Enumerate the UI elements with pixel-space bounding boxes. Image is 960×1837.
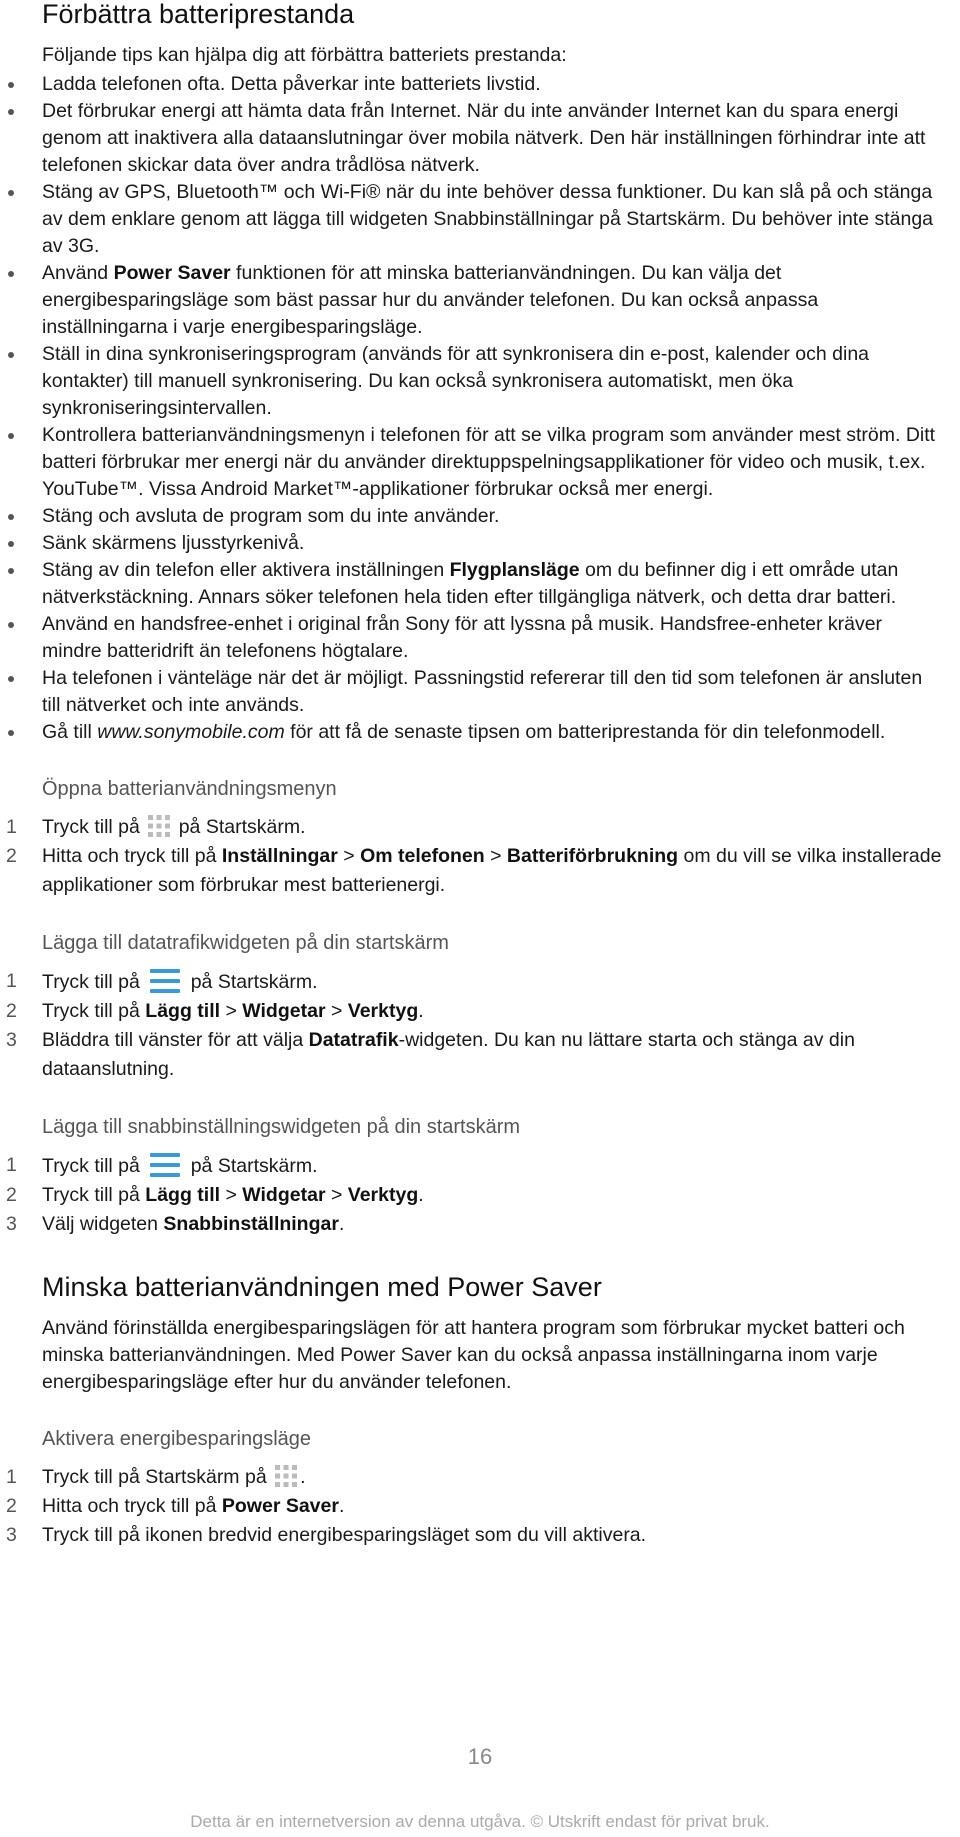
bullet-icon (8, 730, 14, 736)
list-item: Gå till www.sonymobile.com för att få de senaste tipsen om batteriprestanda för din telefonmodell. (42, 719, 942, 746)
page-number: 16 (467, 1744, 493, 1769)
bullet-icon (8, 109, 14, 115)
list-item: Använd Power Saver funktionen för att minska batterianvändningen. Du kan välja det energibesparingsläge som bäst passar hur du använder telefonen. Du kan också anpassa inställningarna i varje energibesparingsläge. (42, 260, 942, 341)
step-item: 2 Hitta och tryck till på Inställningar > Om telefonen > Batteriförbrukning om du vill se vilka installerade applikationer som förbrukar mest batterienergi. (42, 842, 942, 900)
list-item: Använd en handsfree-enhet i original från Sony för att lyssna på musik. Handsfree-enheter kräver mindre batteridrift än telefonens högtalare. (42, 611, 942, 665)
list-item: Stäng av din telefon eller aktivera inställningen Flygplansläge om du befinner dig i ett område utan nätverkstäckning. Annars söker telefonen hela tiden efter tillgängliga nätverk, och detta drar batteri. (42, 557, 942, 611)
section-title-power-saver: Minska batterianvändningen med Power Saver (42, 1272, 602, 1302)
menu-icon (147, 1151, 183, 1179)
page-content (6, 0, 942, 1550)
bullet-icon (8, 514, 14, 520)
step-number: 2 (6, 845, 17, 867)
step-item: 1 Tryck till på på Startskärm. (42, 1151, 942, 1181)
step-item: 1 Tryck till på på Startskärm. (42, 813, 942, 842)
steps-open-battery-menu (6, 813, 942, 900)
steps-activate-power-saving (6, 1463, 942, 1550)
bullet-icon (8, 622, 14, 628)
menu-icon (147, 967, 183, 995)
subheading-add-data-widget: Lägga till datatrafikwidgeten på din startskärm (42, 932, 449, 954)
subheading-add-quick-settings-widget: Lägga till snabbinställningswidgeten på din startskärm (42, 1116, 521, 1138)
bullet-icon (8, 541, 14, 547)
step-number: 2 (6, 1495, 17, 1517)
bullet-icon (8, 352, 14, 358)
list-item: Kontrollera batterianvändningsmenyn i telefonen för att se vilka program som använder mest ström. Ditt batteri förbrukar mer energi när du använder direktuppspelningsapplikationer för video och musik, t.ex. YouTube™. Vissa Android Market™-applikationer förbrukar också mer energi. (42, 422, 942, 503)
app-grid-icon (274, 1464, 298, 1488)
app-grid-icon (147, 814, 171, 838)
step-item: 3 Tryck till på ikonen bredvid energibesparingsläget som du vill aktivera. (42, 1521, 942, 1550)
list-item: Stäng och avsluta de program som du inte använder. (42, 503, 942, 530)
list-item: Sänk skärmens ljusstyrkenivå. (42, 530, 942, 557)
bullet-icon (8, 82, 14, 88)
bullet-icon (8, 271, 14, 277)
bullet-icon (8, 676, 14, 682)
step-item: 1 Tryck till på på Startskärm. (42, 967, 942, 997)
step-number: 1 (6, 970, 17, 992)
list-item: Ställ in dina synkroniseringsprogram (används för att synkronisera din e-post, kalender och dina kontakter) till manuell synkronisering. Du kan också synkronisera automatiskt, men öka synkroniseringsintervallen. (42, 341, 942, 422)
section-intro: Använd förinställda energibesparingslägen för att hantera program som förbrukar mycket batteri och minska batterianvändningen. Med Power Saver kan du också anpassa inställningarna inom varje energibesparingsläge efter hur du använder telefonen. (42, 1317, 905, 1393)
sonymobile-link[interactable]: www.sonymobile.com (97, 721, 285, 743)
step-item: 3 Bläddra till vänster för att välja Datatrafik-widgeten. Du kan nu lättare starta och stänga av din dataanslutning. (42, 1026, 942, 1084)
list-item: Stäng av GPS, Bluetooth™ och Wi-Fi® när du inte behöver dessa funktioner. Du kan slå på och stänga av dem enklare genom att lägga till widgeten Snabbinställningar på Startskärm. Du behöver inte stänga av 3G. (42, 179, 942, 260)
bullet-icon (8, 433, 14, 439)
list-item: Ha telefonen i vänteläge när det är möjligt. Passningstid refererar till den tid som telefonen är ansluten till nätverket och inte används. (42, 665, 942, 719)
footer-note: Detta är en internetversion av denna utgåva. © Utskrift endast för privat bruk. (190, 1812, 770, 1831)
tips-list (42, 71, 942, 746)
step-item: 3 Välj widgeten Snabbinställningar. (42, 1210, 942, 1239)
subheading-open-battery-menu: Öppna batterianvändningsmenyn (42, 778, 337, 800)
step-number: 3 (6, 1524, 17, 1546)
step-number: 1 (6, 1466, 17, 1488)
section-intro: Följande tips kan hjälpa dig att förbättra batteriets prestanda: (42, 44, 567, 66)
steps-add-quick-settings-widget (6, 1151, 942, 1239)
step-number: 1 (6, 816, 17, 838)
bullet-icon (8, 190, 14, 196)
subheading-activate-power-saving: Aktivera energibesparingsläge (42, 1428, 312, 1450)
step-number: 2 (6, 1000, 17, 1022)
step-number: 3 (6, 1029, 17, 1051)
list-item: Ladda telefonen ofta. Detta påverkar inte batteriets livstid. (42, 71, 942, 98)
step-number: 3 (6, 1213, 17, 1235)
step-item: 1 Tryck till på Startskärm på . (42, 1463, 942, 1492)
step-item: 2 Hitta och tryck till på Power Saver. (42, 1492, 942, 1521)
section-title-battery-performance: Förbättra batteriprestanda (42, 0, 355, 29)
step-item: 2 Tryck till på Lägg till > Widgetar > Verktyg. (42, 1181, 942, 1210)
bullet-icon (8, 568, 14, 574)
steps-add-data-widget (6, 967, 942, 1084)
step-number: 1 (6, 1154, 17, 1176)
list-item: Det förbrukar energi att hämta data från Internet. När du inte använder Internet kan du spara energi genom att inaktivera alla dataanslutningar över mobila nätverk. Den här inställningen förhindrar inte att telefonen skickar data över andra trådlösa nätverk. (42, 98, 942, 179)
step-item: 2 Tryck till på Lägg till > Widgetar > Verktyg. (42, 997, 942, 1026)
step-number: 2 (6, 1184, 17, 1206)
